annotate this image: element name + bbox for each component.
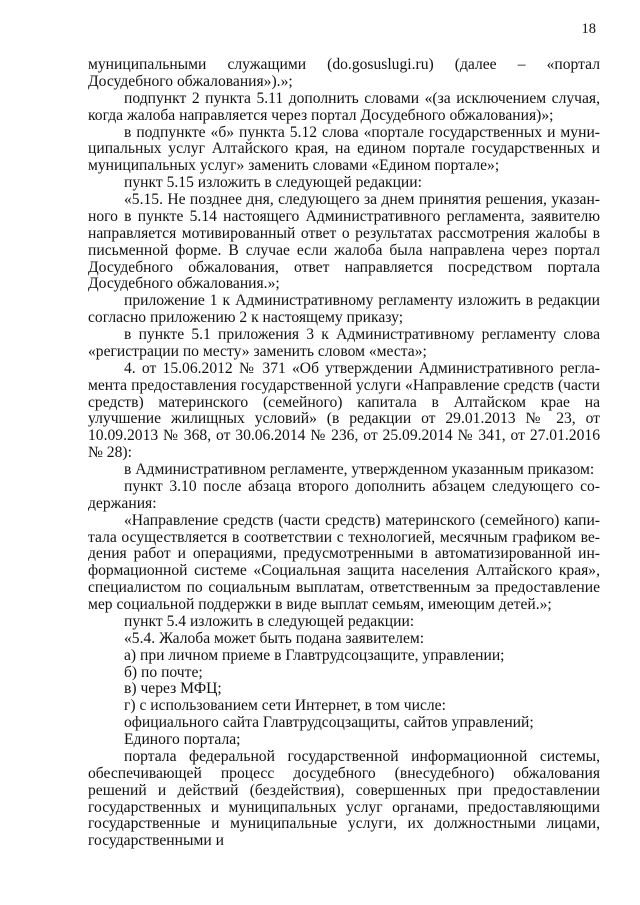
paragraph-point-5-15-intro: пункт 5.15 изложить в следующей редакции:: [124, 174, 422, 192]
paragraph-order-371: 4. от 15.06.2012 № 371 «Об утверждении Административного регламента предоставления государственной услуги «Направление средств (части средств) материнского (семейного) капитала в Алтайском крае на улучшение жилищных условий» (в редакции от 29.01.2013 № 23, от 10.09.2013 № 368, от 30.06.2014 № 236, от 25.09.2014 № 341, от 27.01.2016 № 28):: [88, 359, 600, 462]
list-item-a: а) при личном приеме в Главтрудсоцзащите, управлении;: [124, 646, 505, 664]
paragraph-appendix-3: в пункте 5.1 приложения 3 к Административному регламенту слова «регистрации по месту» заменить словом «места»;: [88, 326, 600, 360]
paragraph-continuation: муниципальными служащими (do.gosuslugi.ru) (далее – «портал Досудебного обжалования»).»;: [88, 56, 600, 90]
list-item-g: г) с использованием сети Интернет, в том числе:: [124, 697, 446, 715]
document-body: [88, 57, 600, 850]
paragraph-regulation-intro: в Административном регламенте, утвержденном указанным приказом:: [124, 461, 595, 478]
paragraph-appendix-1: приложение 1 к Административному регламенту изложить в редакции согласно приложению 2 к настоящему приказу;: [88, 292, 600, 327]
page-number: 18: [581, 21, 596, 37]
list-subitem-federal-portal: портала федеральной государственной информационной системы, обеспечивающей процесс досудебного (внесудебного) обжалования решений и действий (бездействия), совершенных при предоставлении государственных и муниципальных услуг органами, предоставляющими государственные и муниципальные услуги, их должностными лицами, государственными и: [88, 747, 600, 850]
paragraph-point-5-4-intro: пункт 5.4 изложить в следующей редакции:: [124, 612, 415, 630]
list-subitem-single-portal: Единого портала;: [124, 731, 241, 748]
list-subitem-official-sites: официального сайта Главтрудсоцзащиты, сайтов управлений;: [124, 714, 534, 732]
paragraph-subpoint-5-11: подпункт 2 пункта 5.11 дополнить словами «(за исключением случая, когда жалоба направляется через портал Досудебного обжалования)»;: [88, 89, 600, 124]
paragraph-point-3-10: пункт 3.10 после абзаца второго дополнить абзацем следующего содержания:: [88, 477, 600, 512]
paragraph-point-3-10-text: «Направление средств (части средств) материнского (семейного) капитала осуществляется в соответствии с технологией, месячным графиком ведения работ и операциями, предусмотренными в автоматизированной информационной системе «Социальная защита населения Алтайского края», специалистом по социальным выплатам, ответственным за предоставление мер социальной поддержки в виде выплат семьям, имеющим детей.»;: [88, 511, 600, 613]
list-item-v: в) через МФЦ;: [124, 680, 222, 698]
paragraph-subpoint-5-12: в подпункте «б» пункта 5.12 слова «портале государственных и муниципальных услуг Алтайского края, на едином портале государственных и муниципальных услуг» заменить словами «Едином портале»;: [88, 123, 600, 175]
paragraph-point-5-15-text: «5.15. Не позднее дня, следующего за днем принятия решения, указанного в пункте 5.14 настоящего Административного регламента, заявителю направляется мотивированный ответ о результатах рассмотрения жалобы в письменной форме. В случае если жалоба была направлена через портал Досудебного обжалования, ответ направляется посредством портала Досудебного обжалования.»;: [88, 191, 600, 293]
paragraph-point-5-4-text: «5.4. Жалоба может быть подана заявителем:: [124, 629, 425, 647]
list-item-b: б) по почте;: [124, 663, 203, 681]
